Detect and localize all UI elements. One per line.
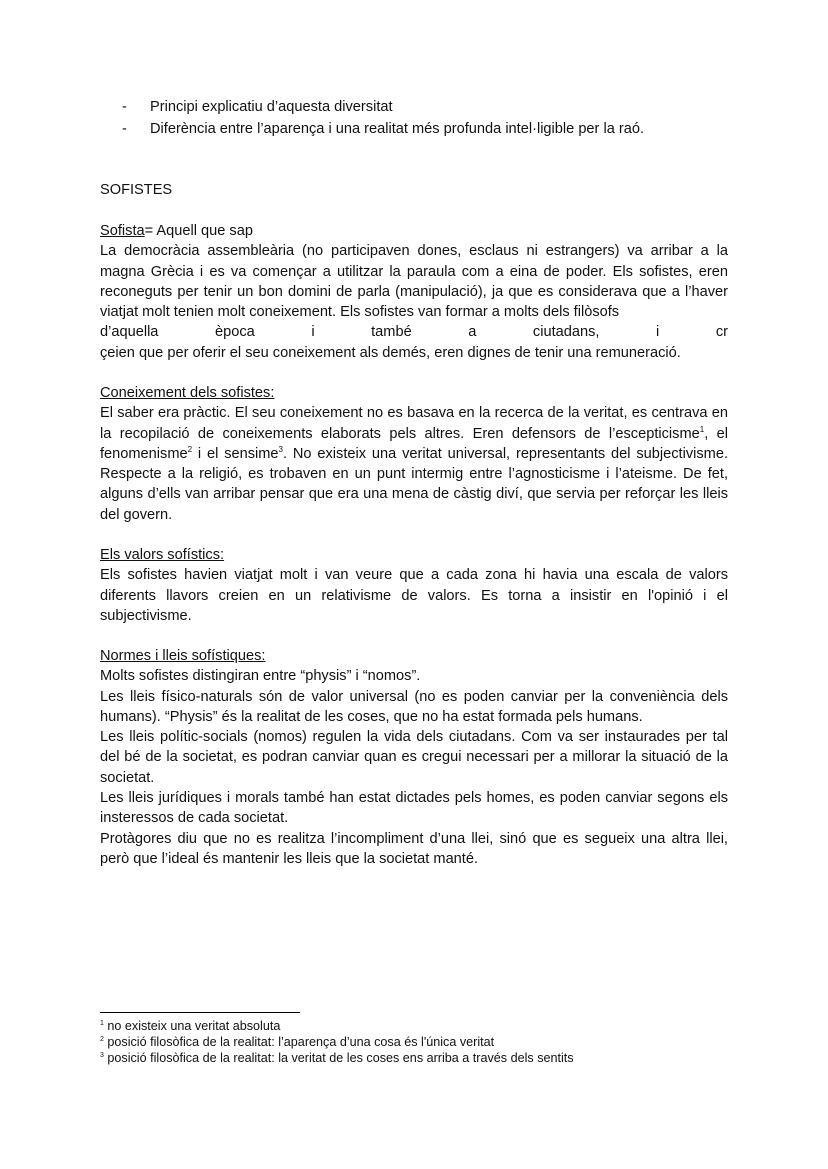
valors-section [100, 545, 728, 626]
list-item [122, 119, 644, 141]
normes-title: Normes i lleis sofístiques: [100, 648, 266, 664]
coneixement-paragraph [100, 403, 728, 525]
valors-paragraph: Els sofistes havien viatjat molt i van veure que a cada zona hi havia una escala de valors diferents llavors creien en un relativisme de valors. Es torna a insistir en l'opinió i el subjectivisme. [100, 567, 728, 624]
footnote [100, 1050, 574, 1066]
coneixement-section [100, 383, 728, 525]
footnotes [100, 1018, 574, 1066]
sofista-term: Sofista [100, 223, 145, 239]
normes-paragraph: Molts sofistes distingiran entre “physis” i “nomos”. [100, 668, 421, 685]
footnote-ref: 3 [278, 445, 283, 455]
valors-title: Els valors sofístics: [100, 547, 225, 563]
text-run: i el sensime [192, 445, 279, 462]
footnote-number: 2 [100, 1035, 104, 1043]
sofista-definition-text: = Aquell que sap [144, 223, 253, 239]
bullet-dash: - [122, 99, 127, 115]
text-run: El saber era pràctic. El seu coneixement no es basava en la recerca de la veritat, es centrava en la recopilació de coneixements elaborats pels altres. Eren defensors de l’escepticisme [100, 405, 728, 442]
normes-section [100, 646, 728, 869]
sofista-section [100, 221, 728, 363]
footnote-text: no existeix una veritat absoluta [103, 1019, 281, 1033]
text-run: , el fenomenisme [100, 425, 728, 462]
footnote-ref: 1 [699, 424, 705, 434]
sofista-paragraph: La democràcia assembleària (no participaven dones, esclaus ni estrangers) va arribar a la magna Grècia i es va començar a utilitzar la paraula com a eina de poder. Els sofistes, eren reconeguts per tenir un bon domini de parla (manipulació), ja que es considerava que a l’haver viatjat molt tenien molt coneixement. Els sofistes van formar a molts dels filòsofs [100, 243, 728, 321]
footnote-number: 1 [100, 1019, 104, 1027]
sofista-paragraph-line: d’aquella època i també a ciutadans, i cr [100, 324, 728, 341]
footnote [100, 1018, 574, 1034]
sofista-definition [100, 221, 728, 241]
bullet-list [122, 97, 644, 140]
footnote-number: 3 [100, 1051, 104, 1059]
normes-paragraph: Les lleis polític-socials (nomos) regulen la vida dels ciutadans. Com va ser instaurades per tal del bé de la societat, es podran canviar quan es cregui necessari per a millorar la situació de la societat. [100, 729, 728, 786]
footnote-separator [100, 1012, 300, 1013]
bullet-text: Diferència entre l’aparença i una realitat més profunda intel·ligible per la raó. [150, 120, 645, 137]
footnote-text: posició filosòfica de la realitat: l’aparença d’una cosa és l'única veritat [103, 1035, 495, 1049]
footnote-text: posició filosòfica de la realitat: la veritat de les coses ens arriba a través dels sentits [103, 1051, 574, 1065]
normes-paragraph: Les lleis físico-naturals són de valor universal (no es poden canviar per la conveniència dels humans). “Physis” és la realitat de les coses, que no ha estat formada pels humans. [100, 688, 728, 725]
footnote-ref: 2 [187, 445, 193, 455]
coneixement-title: Coneixement dels sofistes: [100, 385, 275, 401]
normes-paragraph: Protàgores diu que no es realitza l’incompliment d’una llei, sinó que es segueix una altra llei, però que l’ideal és mantenir les lleis que la societat manté. [100, 830, 728, 867]
footnote [100, 1034, 574, 1050]
bullet-text: Principi explicatiu d’aquesta diversitat [150, 99, 393, 115]
bullet-dash: - [122, 120, 127, 137]
text-run: . No existeix una veritat universal, representants del subjectivisme. Respecte a la religió, es trobaven en un punt intermig entre l’agnosticisme i l’ateisme. De fet, alguns d’ells van arribar pensar que era una mena de càstig diví, que servia per reforçar les lleis del govern. [100, 445, 728, 523]
sofista-paragraph-end: çeien que per oferir el seu coneixement als demés, eren dignes de tenir una remuneració. [100, 344, 681, 361]
section-heading: SOFISTES [100, 182, 173, 198]
normes-paragraph: Les lleis jurídiques i morals també han estat dictades pels homes, es poden canviar segons els insteressos de cada societat. [100, 790, 728, 827]
list-item [122, 97, 644, 119]
